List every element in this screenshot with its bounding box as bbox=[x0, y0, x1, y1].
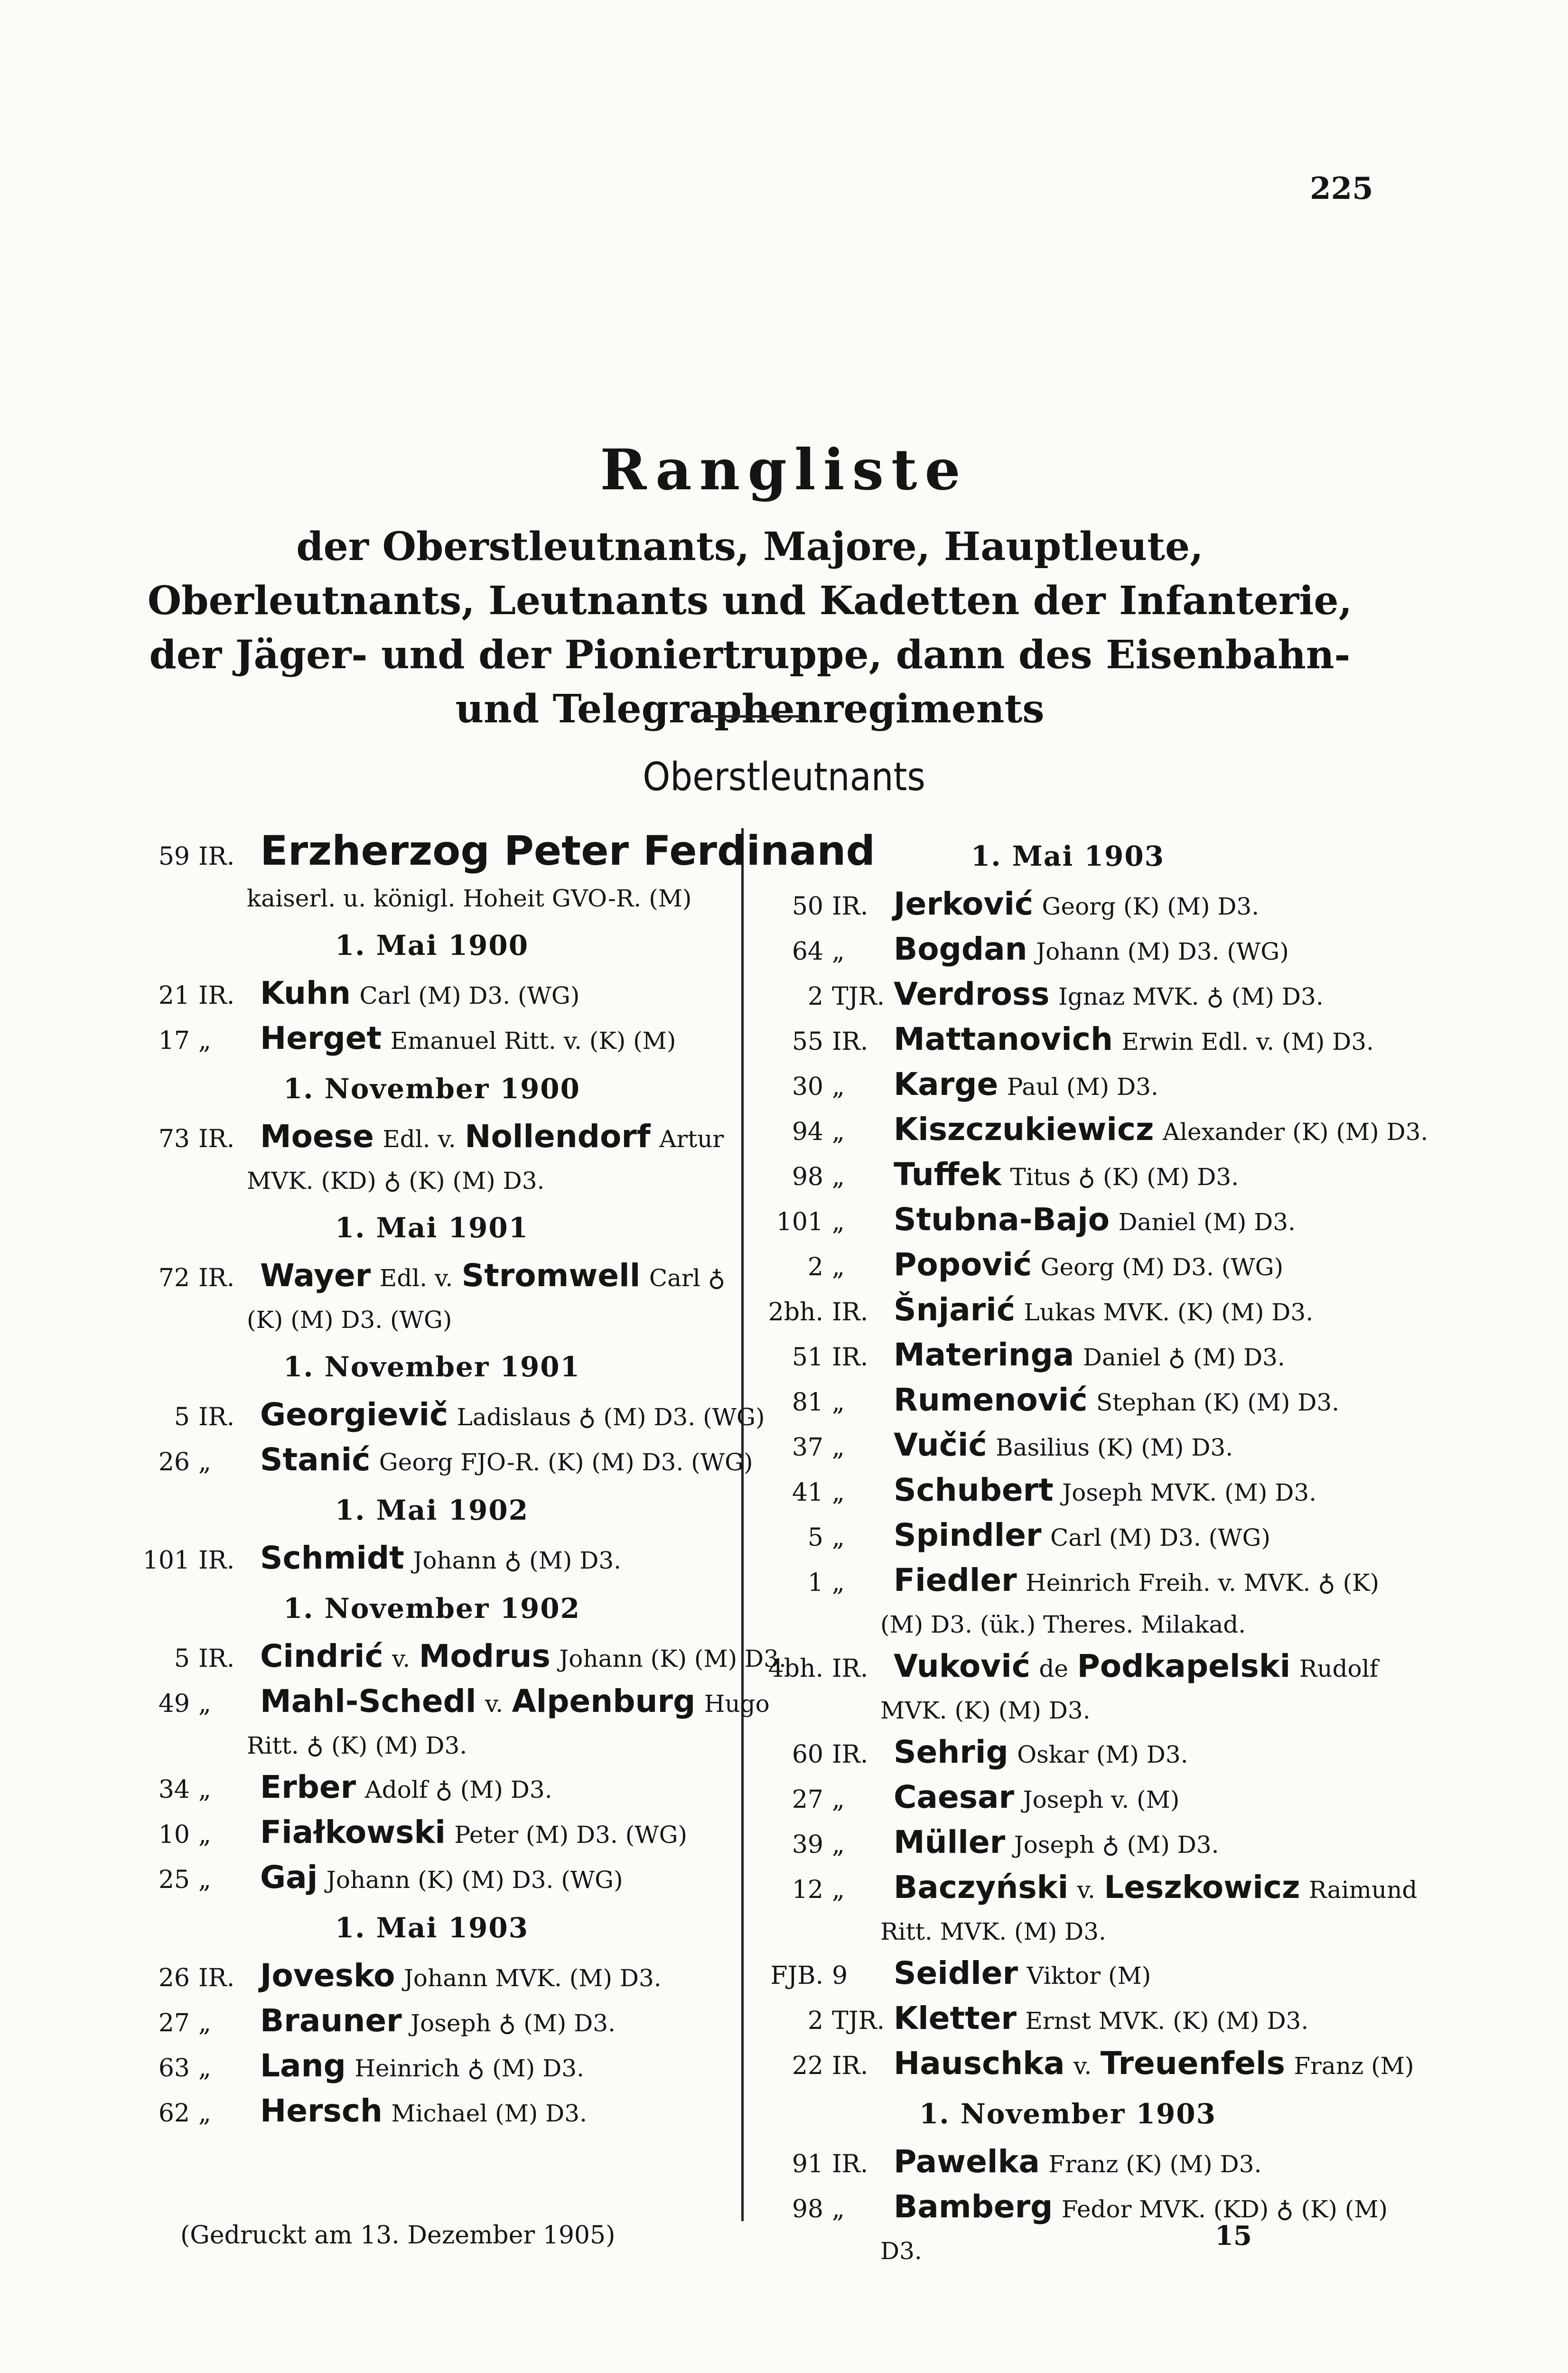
list-item: 25 „ Gaj Johann (K) (M) D3. (WG) bbox=[158, 1859, 623, 1896]
column-divider bbox=[741, 828, 744, 2221]
officer-name: Mahl-Schedl bbox=[260, 1683, 476, 1719]
list-item: 72 IR. Wayer Edl. v. Stromwell Carl ♁ bbox=[158, 1257, 726, 1294]
date-heading: 1. Mai 1901 bbox=[335, 1212, 529, 1244]
date-heading: 1. Mai 1902 bbox=[335, 1494, 529, 1526]
list-item: FJB. 9 Seidler Viktor (M) bbox=[770, 1955, 1151, 1991]
list-item: 2 „ Popović Georg (M) D3. (WG) bbox=[807, 1246, 1284, 1283]
list-item: 17 „ Herget Emanuel Ritt. v. (K) (M) bbox=[158, 1020, 676, 1056]
list-item: 101 IR. Schmidt Johann ♁ (M) D3. bbox=[142, 1540, 622, 1576]
list-item: 27 „ Brauner Joseph ♁ (M) D3. bbox=[158, 2002, 616, 2039]
officer-name: Caesar bbox=[894, 1779, 1015, 1815]
list-item: 5 „ Spindler Carl (M) D3. (WG) bbox=[807, 1517, 1271, 1553]
list-item: 63 „ Lang Heinrich ♁ (M) D3. bbox=[158, 2047, 584, 2084]
officer-name: Materinga bbox=[894, 1336, 1074, 1373]
list-item: 5 IR. Georgievič Ladislaus ♁ (M) D3. (WG) bbox=[174, 1396, 765, 1433]
list-item-continuation: (M) D3. (ük.) Theres. Milakad. bbox=[880, 1611, 1246, 1638]
date-heading: 1. Mai 1900 bbox=[335, 929, 529, 962]
document-title: Rangliste bbox=[600, 437, 968, 503]
list-item: 2 TJR. Kletter Ernst MVK. (K) (M) D3. bbox=[807, 2000, 1309, 2037]
officer-name: Vučić bbox=[894, 1427, 987, 1463]
officer-name: Rumenović bbox=[894, 1382, 1088, 1418]
list-item: 30 „ Karge Paul (M) D3. bbox=[792, 1066, 1158, 1102]
list-item: 73 IR. Moese Edl. v. Nollendorf Artur bbox=[158, 1118, 724, 1155]
officer-name: Erzherzog Peter Ferdinand bbox=[260, 827, 876, 875]
list-item: 101 „ Stubna-Bajo Daniel (M) D3. bbox=[776, 1201, 1296, 1238]
list-item: 98 „ Tuffek Titus ♁ (K) (M) D3. bbox=[792, 1156, 1239, 1193]
list-item: 5 IR. Cindrić v. Modrus Johann (K) (M) D3. bbox=[174, 1638, 786, 1674]
officer-name: Spindler bbox=[894, 1517, 1042, 1553]
list-item: 60 IR. Sehrig Oskar (M) D3. bbox=[792, 1734, 1188, 1770]
date-heading: 1. November 1902 bbox=[283, 1592, 581, 1625]
officer-name: Karge bbox=[894, 1066, 999, 1102]
document-subtitle: der Oberstleutnants, Majore, Hauptleute, Oberleutnants, Leutnants und Kadetten der Infanterie, der Jäger- und der Pioniertruppe, dann des Eisenbahn- und Telegraphenregiments bbox=[147, 524, 1353, 732]
list-item: 4bh. IR. Vuković de Podkapelski Rudolf bbox=[768, 1648, 1379, 1684]
officer-name: Mattanovich bbox=[894, 1021, 1113, 1057]
officer-name: Šnjarić bbox=[894, 1291, 1015, 1328]
officer-name: Sehrig bbox=[894, 1734, 1008, 1770]
list-item: 26 „ Stanić Georg FJO-R. (K) (M) D3. (WG) bbox=[158, 1441, 753, 1478]
officer-name: Schubert bbox=[894, 1472, 1054, 1508]
list-item: 12 „ Baczyński v. Leszkowicz Raimund bbox=[792, 1869, 1418, 1906]
date-heading: 1. Mai 1903 bbox=[335, 1912, 529, 1944]
officer-name: Stubna-Bajo bbox=[894, 1201, 1110, 1238]
list-item: 10 „ Fiałkowski Peter (M) D3. (WG) bbox=[158, 1814, 688, 1850]
list-item: 94 „ Kiszczukiewicz Alexander (K) (M) D3. bbox=[792, 1111, 1428, 1148]
list-item: 64 „ Bogdan Johann (M) D3. (WG) bbox=[792, 931, 1289, 967]
officer-name: Brauner bbox=[260, 2002, 402, 2039]
officer-name: Hersch bbox=[260, 2093, 383, 2129]
list-item-continuation: kaiserl. u. königl. Hoheit GVO-R. (M) bbox=[247, 885, 692, 912]
officer-name: Moese bbox=[260, 1118, 374, 1155]
list-item: 59 IR. Erzherzog Peter Ferdinand bbox=[158, 827, 876, 875]
date-heading: 1. November 1901 bbox=[283, 1351, 581, 1383]
signature-mark: 15 bbox=[1215, 2220, 1252, 2252]
officer-name: Wayer bbox=[260, 1257, 371, 1294]
list-item-continuation: Ritt. MVK. (M) D3. bbox=[880, 1918, 1106, 1945]
left-column bbox=[126, 827, 876, 2135]
date-heading: 1. November 1900 bbox=[283, 1073, 581, 1105]
officer-name: Stanić bbox=[260, 1441, 371, 1478]
officer-name: Kuhn bbox=[260, 975, 351, 1011]
officer-name: Gaj bbox=[260, 1859, 318, 1896]
list-item-continuation: Ritt. ♁ (K) (M) D3. bbox=[247, 1732, 467, 1759]
page-number: 225 bbox=[1310, 171, 1373, 206]
officer-name: Georgievič bbox=[260, 1396, 448, 1433]
list-item: 81 „ Rumenović Stephan (K) (M) D3. bbox=[792, 1382, 1340, 1418]
officer-name: Hauschka bbox=[894, 2045, 1065, 2082]
officer-name: Tuffek bbox=[894, 1156, 1001, 1193]
list-item-continuation: MVK. (K) (M) D3. bbox=[880, 1697, 1091, 1724]
list-item: 50 IR. Jerković Georg (K) (M) D3. bbox=[792, 886, 1260, 922]
officer-name: Kletter bbox=[894, 2000, 1017, 2037]
officer-name: Erber bbox=[260, 1769, 356, 1805]
officer-name: Müller bbox=[894, 1824, 1006, 1860]
list-item: 2bh. IR. Šnjarić Lukas MVK. (K) (M) D3. bbox=[768, 1291, 1314, 1328]
list-item: 34 „ Erber Adolf ♁ (M) D3. bbox=[158, 1769, 552, 1805]
list-item: 37 „ Vučić Basilius (K) (M) D3. bbox=[792, 1427, 1233, 1463]
list-item-continuation: (K) (M) D3. (WG) bbox=[247, 1306, 452, 1334]
print-date-note: (Gedruckt am 13. Dezember 1905) bbox=[180, 2221, 616, 2250]
officer-name: Seidler bbox=[894, 1955, 1018, 1991]
list-item: 62 „ Hersch Michael (M) D3. bbox=[158, 2093, 587, 2129]
date-heading: 1. November 1903 bbox=[919, 2098, 1217, 2130]
officer-name: Bogdan bbox=[894, 931, 1027, 967]
list-item: 1 „ Fiedler Heinrich Freih. v. MVK. ♁ (K) bbox=[807, 1562, 1379, 1598]
officer-name: Vuković bbox=[894, 1648, 1030, 1684]
officer-name: Herget bbox=[260, 1020, 382, 1056]
list-item: 27 „ Caesar Joseph v. (M) bbox=[792, 1779, 1180, 1815]
list-item: 26 IR. Jovesko Johann MVK. (M) D3. bbox=[158, 1957, 662, 1994]
list-item: 39 „ Müller Joseph ♁ (M) D3. bbox=[792, 1824, 1219, 1860]
list-item: 2 TJR. Verdross Ignaz MVK. ♁ (M) D3. bbox=[807, 976, 1324, 1012]
officer-name: Cindrić bbox=[260, 1638, 383, 1674]
officer-name: Lang bbox=[260, 2047, 346, 2084]
officer-name: Pawelka bbox=[894, 2143, 1040, 2180]
officer-name: Fiedler bbox=[894, 1562, 1017, 1598]
officer-name: Bamberg bbox=[894, 2188, 1053, 2225]
officer-name: Popović bbox=[894, 1246, 1032, 1283]
date-heading: 1. Mai 1903 bbox=[971, 840, 1165, 872]
officer-name: Verdross bbox=[894, 976, 1050, 1012]
officer-name: Jerković bbox=[894, 886, 1034, 922]
officer-name: Schmidt bbox=[260, 1540, 404, 1576]
list-item-continuation: MVK. (KD) ♁ (K) (M) D3. bbox=[247, 1167, 545, 1195]
list-item: 98 „ Bamberg Fedor MVK. (KD) ♁ (K) (M) bbox=[792, 2188, 1388, 2225]
list-item: 41 „ Schubert Joseph MVK. (M) D3. bbox=[792, 1472, 1317, 1508]
list-item: 91 IR. Pawelka Franz (K) (M) D3. bbox=[792, 2143, 1262, 2180]
officer-name: Kiszczukiewicz bbox=[894, 1111, 1154, 1148]
title-rule bbox=[705, 715, 804, 718]
officer-name: Baczyński bbox=[894, 1869, 1069, 1906]
officer-name: Jovesko bbox=[260, 1957, 395, 1994]
list-item: 55 IR. Mattanovich Erwin Edl. v. (M) D3. bbox=[792, 1021, 1374, 1057]
list-item: 21 IR. Kuhn Carl (M) D3. (WG) bbox=[158, 975, 580, 1011]
right-column bbox=[759, 830, 1428, 2271]
list-item: 51 IR. Materinga Daniel ♁ (M) D3. bbox=[792, 1336, 1285, 1373]
officer-name: Fiałkowski bbox=[260, 1814, 446, 1850]
list-item: 49 „ Mahl-Schedl v. Alpenburg Hugo bbox=[158, 1683, 770, 1719]
list-item: 22 IR. Hauschka v. Treuenfels Franz (M) bbox=[792, 2045, 1414, 2082]
section-heading: Oberstleutnants bbox=[643, 755, 925, 800]
list-item-continuation: D3. bbox=[880, 2237, 922, 2265]
